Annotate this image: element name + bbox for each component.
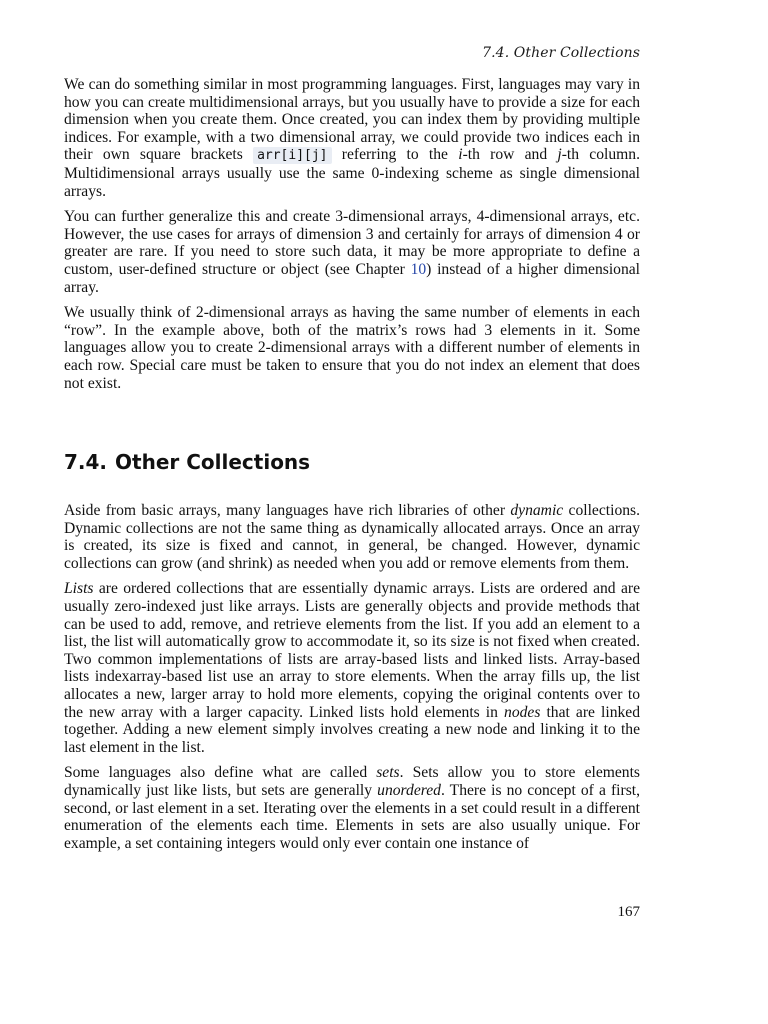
section-number: 7.4.	[64, 450, 108, 474]
paragraph: We usually think of 2-dimensional arrays as having the same number of elements in each “row”. In the example above, both of the matrix’s rows had 3 elements in it. Some languages allow you to create 2-dimensional arrays with a different number of elements in each row. Special care must be taken to ensure that you do not index an element that does not exist.	[64, 304, 640, 392]
paragraph: Some languages also define what are called sets. Sets allow you to store elements dynamically just like lists, but sets are generally unordered. There is no concept of a first, second, or last element in a set. Iterating over the elements in a set could result in a different enumeration of the elements each time. Elements in sets are also usually unique. For example, a set containing integers would only ever contain one instance of	[64, 764, 640, 852]
running-head: 7.4. Other Collections	[482, 45, 640, 61]
paragraph: Lists are ordered collections that are essentially dynamic arrays. Lists are ordered and are usually zero-indexed just like arrays. Lists are generally objects and provide methods that can be used to add, remove, and retrieve elements from the list. If you add an element to a list, the list will automatically grow to accommodate it, so its size is not fixed when created. Two common implementations of lists are array-based lists and linked lists. Array-based lists indexarray-based list use an array to store elements. When the array fills up, the list allocates a new, larger array to hold more elements, copying the original contents over to the new array with a larger capacity. Linked lists hold elements in nodes that are linked together. Adding a new element simply involves creating a new node and linking it to the last element in the list.	[64, 580, 641, 756]
intro-text	[64, 76, 640, 400]
page-number: 167	[617, 904, 640, 920]
paragraph: We can do something similar in most programming languages. First, languages may vary in how you can create multidimensional arrays, but you usually have to provide a size for each dimension when you create them. Once created, you can index them by providing multiple indices. For example, with a two dimensional array, we could provide two indices each in their own square brackets arr[i][j] referring to the i-th row and j-th column. Multidimensional arrays usually use the same 0-indexing scheme as single dimensional arrays.	[64, 76, 640, 200]
section-text	[64, 502, 640, 860]
chapter-link[interactable]: 10	[410, 260, 427, 278]
paragraph: You can further generalize this and create 3-dimensional arrays, 4-dimensional arrays, etc. However, the use cases for arrays of dimension 3 and certainly for arrays of dimension 4 or greater are rare. If you need to store such data, it may be more appropriate to define a custom, user-defined structure or object (see Chapter 10) instead of a higher dimensional array.	[64, 208, 641, 296]
section-heading	[64, 450, 318, 474]
section-title: Other Collections	[115, 450, 311, 474]
paragraph: Aside from basic arrays, many languages have rich libraries of other dynamic collections. Dynamic collections are not the same thing as dynamically allocated arrays. Once an array is created, its size is fixed and cannot, in general, be changed. However, dynamic collections can grow (and shrink) as needed when you add or remove elements from them.	[64, 502, 641, 572]
inline-code: arr[i][j]	[253, 147, 331, 164]
